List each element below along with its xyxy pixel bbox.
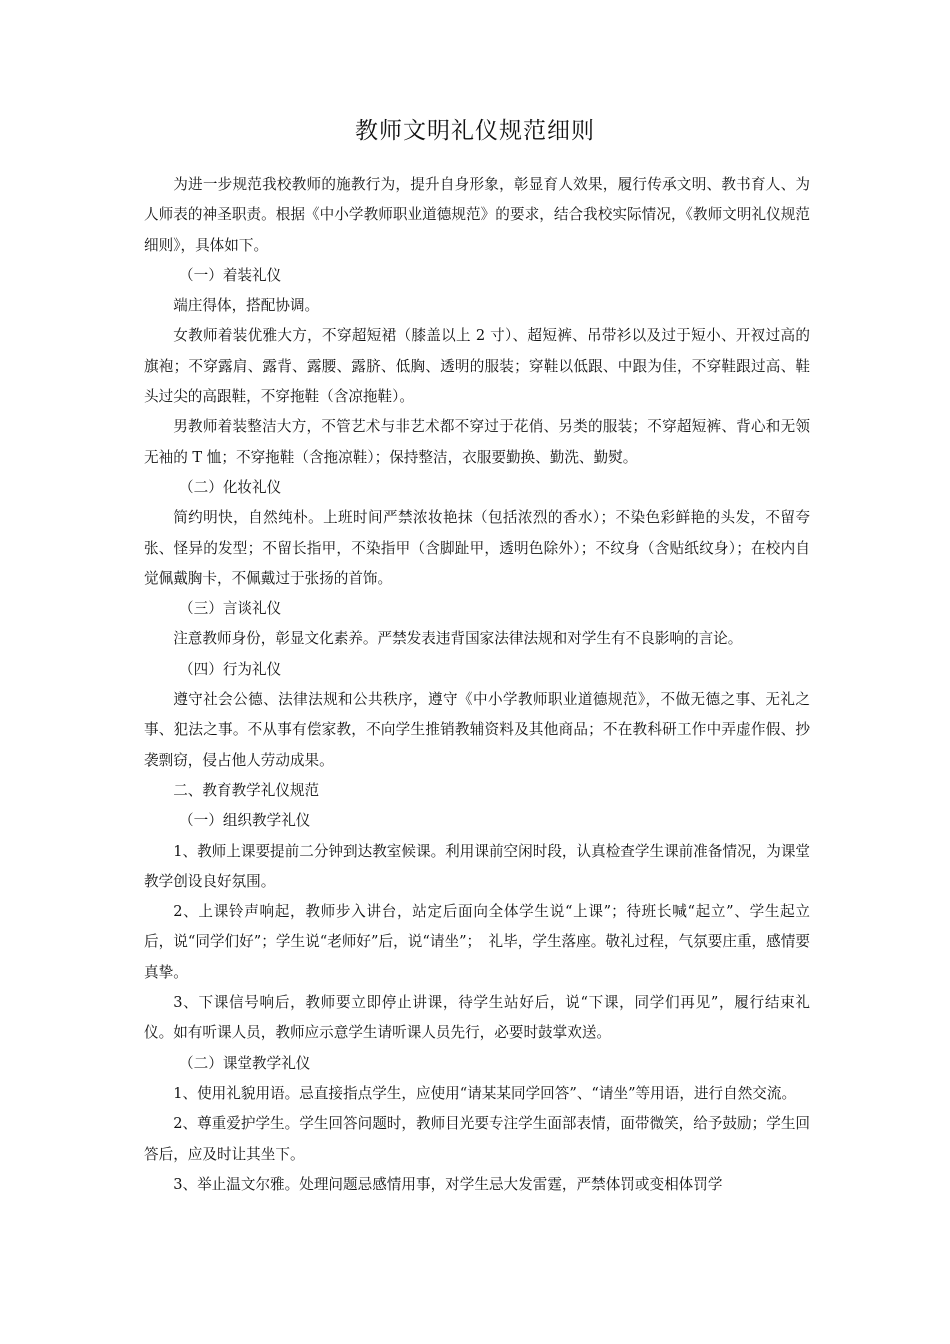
paragraph: 女教师着装优雅大方，不穿超短裙（膝盖以上 2 寸）、超短裤、吊带衫以及过于短小、开衩过高的旗袍；不穿露肩、露背、露腰、露脐、低胸、透明的服装；穿鞋以低跟、中跟为佳，不穿鞋跟过高、鞋头过尖的高跟鞋，不穿拖鞋（含凉拖鞋）。 <box>144 327 810 406</box>
paragraph: 端庄得体，搭配协调。 <box>173 297 320 315</box>
paragraph: 2、尊重爱护学生。学生回答问题时，教师目光要专注学生面部表情，面带微笑，给予鼓励；学生回答后，应及时让其坐下。 <box>144 1115 811 1163</box>
section-heading-dress: （一）着装礼仪 <box>179 266 282 284</box>
intro-paragraph: 为进一步规范我校教师的施教行为，提升自身形象，彰显育人效果，履行传承文明、教书育人、为人师表的神圣职责。根据《中小学教师职业道德规范》的要求，结合我校实际情况，《教师文明礼仪规范细则》，具体如下。 <box>144 176 810 254</box>
paragraph: 2、上课铃声响起，教师步入讲台，站定后面向全体学生说“上课”；待班长喊“起立”、学生起立后，说“同学们好”；学生说“老师好”后，说“请坐”； 礼毕，学生落座。敬礼过程，气氛要庄重，感情要真挚。 <box>144 903 810 981</box>
paragraph: 简约明快，自然纯朴。上班时间严禁浓妆艳抹（包括浓烈的香水）；不染色彩鲜艳的头发，不留夸张、怪异的发型；不留长指甲，不染指甲（含脚趾甲，透明色除外）；不纹身（含贴纸纹身）；在校内自觉佩戴胸卡，不佩戴过于张扬的首饰。 <box>144 509 810 587</box>
paragraph: 1、教师上课要提前二分钟到达教室候课。利用课前空闲时段，认真检查学生课前准备情况，为课堂教学创设良好氛围。 <box>144 842 811 890</box>
section-heading-speech: （三）言谈礼仪 <box>179 600 282 618</box>
subsection-heading-classroom: （二）课堂教学礼仪 <box>179 1054 311 1072</box>
section-heading-teaching: 二、教育教学礼仪规范 <box>173 781 320 799</box>
subsection-heading-organize: （一）组织教学礼仪 <box>179 812 311 830</box>
section-heading-conduct: （四）行为礼仪 <box>179 660 282 678</box>
paragraph: 3、下课信号响后，教师要立即停止讲课，待学生站好后，说“下课，同学们再见”，履行结束礼仪。如有听课人员，教师应示意学生请听课人员先行，必要时鼓掌欢送。 <box>144 994 810 1042</box>
paragraph: 3、举止温文尔雅。处理问题忌感情用事，对学生忌大发雷霆，严禁体罚或变相体罚学 <box>173 1175 723 1193</box>
section-heading-makeup: （二）化妆礼仪 <box>179 478 282 496</box>
paragraph: 遵守社会公德、法律法规和公共秩序，遵守《中小学教师职业道德规范》，不做无德之事、无礼之事、犯法之事。不从事有偿家教，不向学生推销教辅资料及其他商品；不在教科研工作中弄虚作假、抄袭剽窃，侵占他人劳动成果。 <box>144 691 810 769</box>
paragraph: 注意教师身份，彰显文化素养。严禁发表违背国家法律法规和对学生有不良影响的言论。 <box>173 630 743 648</box>
document-title: 教师文明礼仪规范细则 <box>355 118 595 144</box>
document-body <box>144 170 810 1200</box>
paragraph: 1、使用礼貌用语。忌直接指点学生，应使用“请某某同学回答”、“请坐”等用语，进行自然交流。 <box>173 1084 797 1102</box>
paragraph: 男教师着装整洁大方，不管艺术与非艺术都不穿过于花俏、另类的服装；不穿超短裤、背心和无领无袖的 T 恤；不穿拖鞋（含拖凉鞋）；保持整洁，衣服要勤换、勤洗、勤熨。 <box>144 418 810 466</box>
